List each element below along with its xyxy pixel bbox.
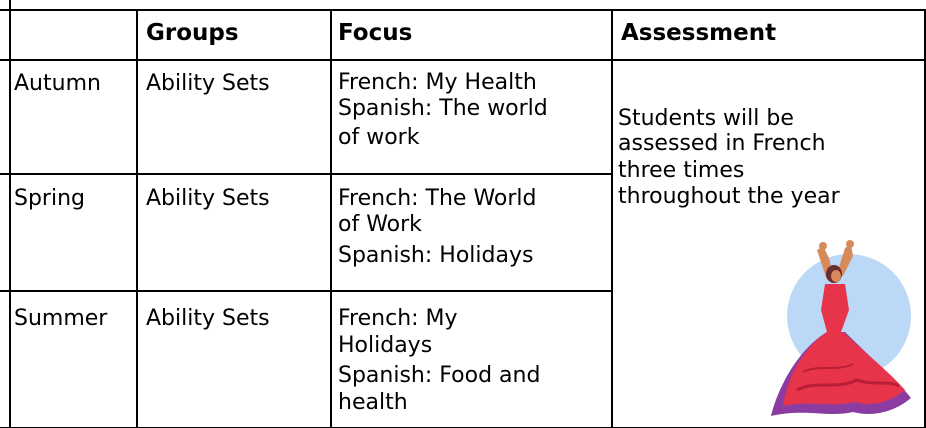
- season-summer: Summer: [14, 306, 108, 331]
- table-top-border: [0, 9, 926, 11]
- header-groups: Groups: [146, 20, 239, 46]
- groups-spring: Ability Sets: [146, 186, 270, 211]
- assessment-text-line: Students will be: [618, 106, 794, 131]
- header-assessment: Assessment: [621, 20, 777, 46]
- assessment-text-line: throughout the year: [618, 184, 840, 209]
- table-column-divider: [330, 9, 332, 428]
- season-autumn: Autumn: [14, 71, 101, 96]
- table-column-divider: [611, 9, 613, 428]
- focus-autumn-line: Spanish: The world: [338, 96, 548, 121]
- header-focus: Focus: [338, 20, 413, 46]
- focus-summer-line: Spanish: Food and: [338, 363, 541, 388]
- groups-summer: Ability Sets: [146, 306, 270, 331]
- table-left-border: [9, 0, 11, 428]
- table-column-divider: [136, 9, 138, 428]
- focus-summer-line: health: [338, 390, 408, 415]
- table-row-divider: [0, 173, 611, 175]
- focus-summer-line: Holidays: [338, 333, 433, 358]
- table-row-divider: [0, 290, 611, 292]
- focus-summer-line: French: My: [338, 306, 458, 331]
- flamenco-dancer-icon: [757, 240, 917, 420]
- season-spring: Spring: [14, 186, 85, 211]
- focus-autumn-line: French: My Health: [338, 70, 537, 95]
- assessment-text-line: three times: [618, 158, 745, 183]
- focus-spring-line: of Work: [338, 212, 422, 237]
- assessment-text-line: assessed in French: [618, 131, 826, 156]
- focus-autumn-line: of work: [338, 125, 420, 150]
- focus-spring-line: French: The World: [338, 186, 537, 211]
- groups-autumn: Ability Sets: [146, 71, 270, 96]
- focus-spring-line: Spanish: Holidays: [338, 243, 534, 268]
- table-header-divider: [0, 59, 926, 61]
